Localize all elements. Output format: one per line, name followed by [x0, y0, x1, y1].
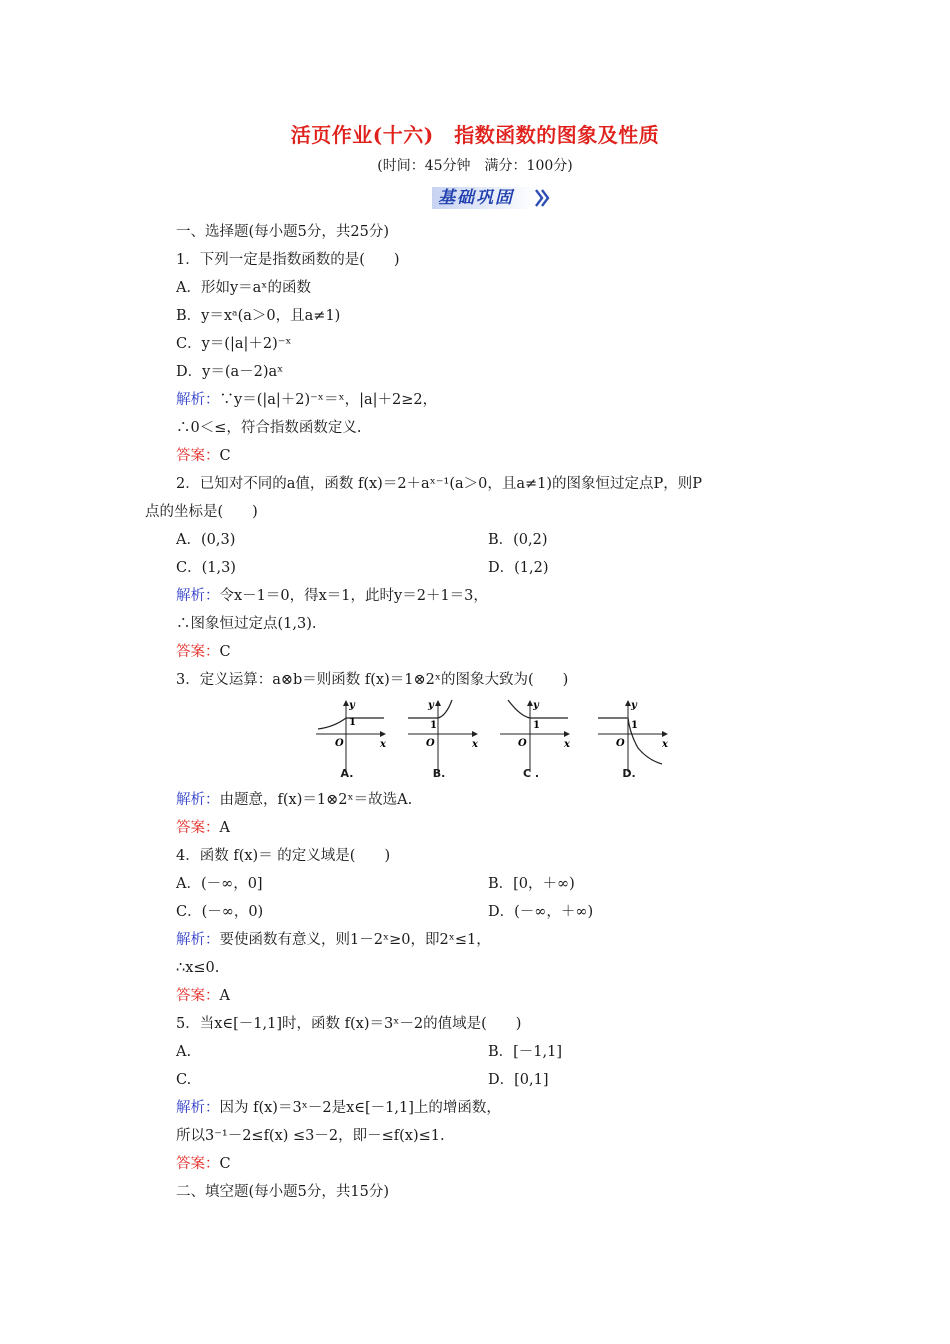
q3-graph-b-label: B.	[432, 767, 446, 780]
q1-answer-value: C	[219, 448, 231, 464]
q2-option-b: B．(0,2)	[488, 532, 548, 548]
q1-stem: 1．下列一定是指数函数的是( )	[176, 252, 400, 268]
q4-answer-value: A	[219, 988, 230, 1004]
q5-option-b: B．[－1,1]	[488, 1044, 563, 1060]
q4-analysis-text: 要使函数有意义，则1－2ˣ≥0，即2ˣ≤1，	[219, 932, 491, 948]
answer-label: 答案：	[176, 988, 220, 1004]
answer-label: 答案：	[176, 644, 220, 660]
q3-graph-d-label: D.	[622, 767, 636, 780]
q1-option-b: B．y＝xᵃ(a＞0，且a≠1)	[176, 308, 341, 324]
q1-option-a: A．形如y＝aˣ的函数	[176, 280, 311, 296]
answer-label: 答案：	[176, 448, 220, 464]
q3-graph-a-one-label: 1	[349, 717, 356, 728]
q2-analysis-text: 令x－1＝0，得x＝1，此时y＝2＋1＝3，	[219, 588, 488, 604]
q3-graph-c-x-label: x	[564, 739, 570, 750]
q2-option-d: D．(1,2)	[488, 560, 549, 576]
q3-answer-value: A	[219, 820, 230, 836]
q4-analysis-cont: ∴x≤0.	[176, 960, 220, 976]
q3-graph-c-y-label: y	[533, 700, 539, 711]
q3-graph-c-one-label: 1	[533, 720, 540, 731]
analysis-label: 解析：	[176, 1100, 220, 1116]
q2-stem-cont: 点的坐标是( )	[145, 504, 258, 520]
banner-label: 基础巩固	[438, 188, 514, 208]
q4-stem: 4．函数 f(x)＝ 的定义域是( )	[176, 848, 391, 864]
analysis-label: 解析：	[176, 792, 220, 808]
q2-analysis	[176, 586, 488, 606]
q1-analysis-cont: ∴0＜≤，符合指数函数定义.	[176, 420, 362, 436]
q3-graph-d-x-label: x	[662, 739, 668, 750]
q2-option-c: C．(1,3)	[176, 560, 236, 576]
q3-graph-b-one-label: 1	[430, 720, 437, 731]
page-subtitle: (时间：45分钟 满分：100分)	[377, 158, 573, 174]
q5-analysis-cont: 所以3⁻¹－2≤f(x) ≤3－2，即－≤f(x)≤1.	[176, 1128, 445, 1144]
q3-graph-d-origin-label: O	[616, 738, 625, 749]
q4-option-b: B．[0，＋∞)	[488, 876, 575, 892]
q4-option-d: D．(－∞，＋∞)	[488, 904, 594, 920]
q4-option-a: A．(－∞，0]	[176, 876, 263, 892]
q1-analysis-text: ∵y＝(|a|＋2)⁻ˣ＝ˣ，|a|＋2≥2，	[219, 392, 438, 408]
analysis-label: 解析：	[176, 932, 220, 948]
q3-analysis-text: 由题意，f(x)＝1⊗2ˣ＝故选A.	[219, 792, 413, 808]
q3-analysis	[176, 790, 412, 810]
q3-graph-b-x-label: x	[472, 739, 478, 750]
q3-graph-d-one-label: 1	[631, 720, 638, 731]
answer-label: 答案：	[176, 1156, 220, 1172]
q3-graph-d-y-label: y	[631, 700, 637, 711]
q3-stem: 3．定义运算：a⊗b＝则函数 f(x)＝1⊗2ˣ的图象大致为( )	[176, 672, 569, 688]
q3-graph-c-origin-label: O	[518, 738, 527, 749]
q5-answer-value: C	[219, 1156, 231, 1172]
q5-option-d: D．[0,1]	[488, 1072, 549, 1088]
analysis-label: 解析：	[176, 588, 220, 604]
analysis-label: 解析：	[176, 392, 220, 408]
q3-graph-b-origin-label: O	[426, 738, 435, 749]
q2-stem: 2．已知对不同的a值，函数 f(x)＝2＋aˣ⁻¹(a＞0，且a≠1)的图象恒过定点P，则P	[176, 476, 703, 492]
q2-answer-value: C	[219, 644, 231, 660]
q3-graph-c-label: C .	[522, 767, 540, 780]
q3-graph-a-origin-label: O	[335, 738, 344, 749]
q2-analysis-cont: ∴图象恒过定点(1,3).	[176, 616, 317, 632]
q5-analysis-text: 因为 f(x)＝3ˣ－2是x∈[－1,1]上的增函数，	[219, 1100, 501, 1116]
q3-graph-a-label: A.	[340, 767, 354, 780]
section-choice-heading: 一、选择题(每小题5分，共25分)	[176, 224, 389, 240]
q3-graph-b-y-label: y	[428, 700, 434, 711]
q4-analysis	[176, 930, 491, 950]
q5-option-a: A.	[176, 1044, 192, 1060]
q1-option-c: C．y＝(|a|＋2)⁻ˣ	[176, 336, 292, 352]
answer-label: 答案：	[176, 820, 220, 836]
q5-answer	[176, 1154, 231, 1174]
section-banner	[432, 184, 552, 212]
q2-answer	[176, 642, 231, 662]
q4-option-c: C．(－∞，0)	[176, 904, 264, 920]
section-fill-heading: 二、填空题(每小题5分，共15分)	[176, 1184, 389, 1200]
q2-option-a: A．(0,3)	[176, 532, 236, 548]
q1-option-d: D．y＝(a－2)aˣ	[176, 364, 284, 380]
q1-analysis	[176, 390, 437, 410]
page-title: 活页作业(十六) 指数函数的图象及性质	[290, 123, 660, 147]
q5-analysis	[176, 1098, 501, 1118]
q3-answer	[176, 818, 230, 838]
q1-answer	[176, 446, 231, 466]
q5-stem: 5．当x∈[－1,1]时，函数 f(x)＝3ˣ－2的值域是( )	[176, 1016, 522, 1032]
q3-graph-a-x-label: x	[380, 739, 386, 750]
q5-option-c: C.	[176, 1072, 192, 1088]
q3-graph-a-y-label: y	[349, 700, 355, 711]
q4-answer	[176, 986, 230, 1006]
